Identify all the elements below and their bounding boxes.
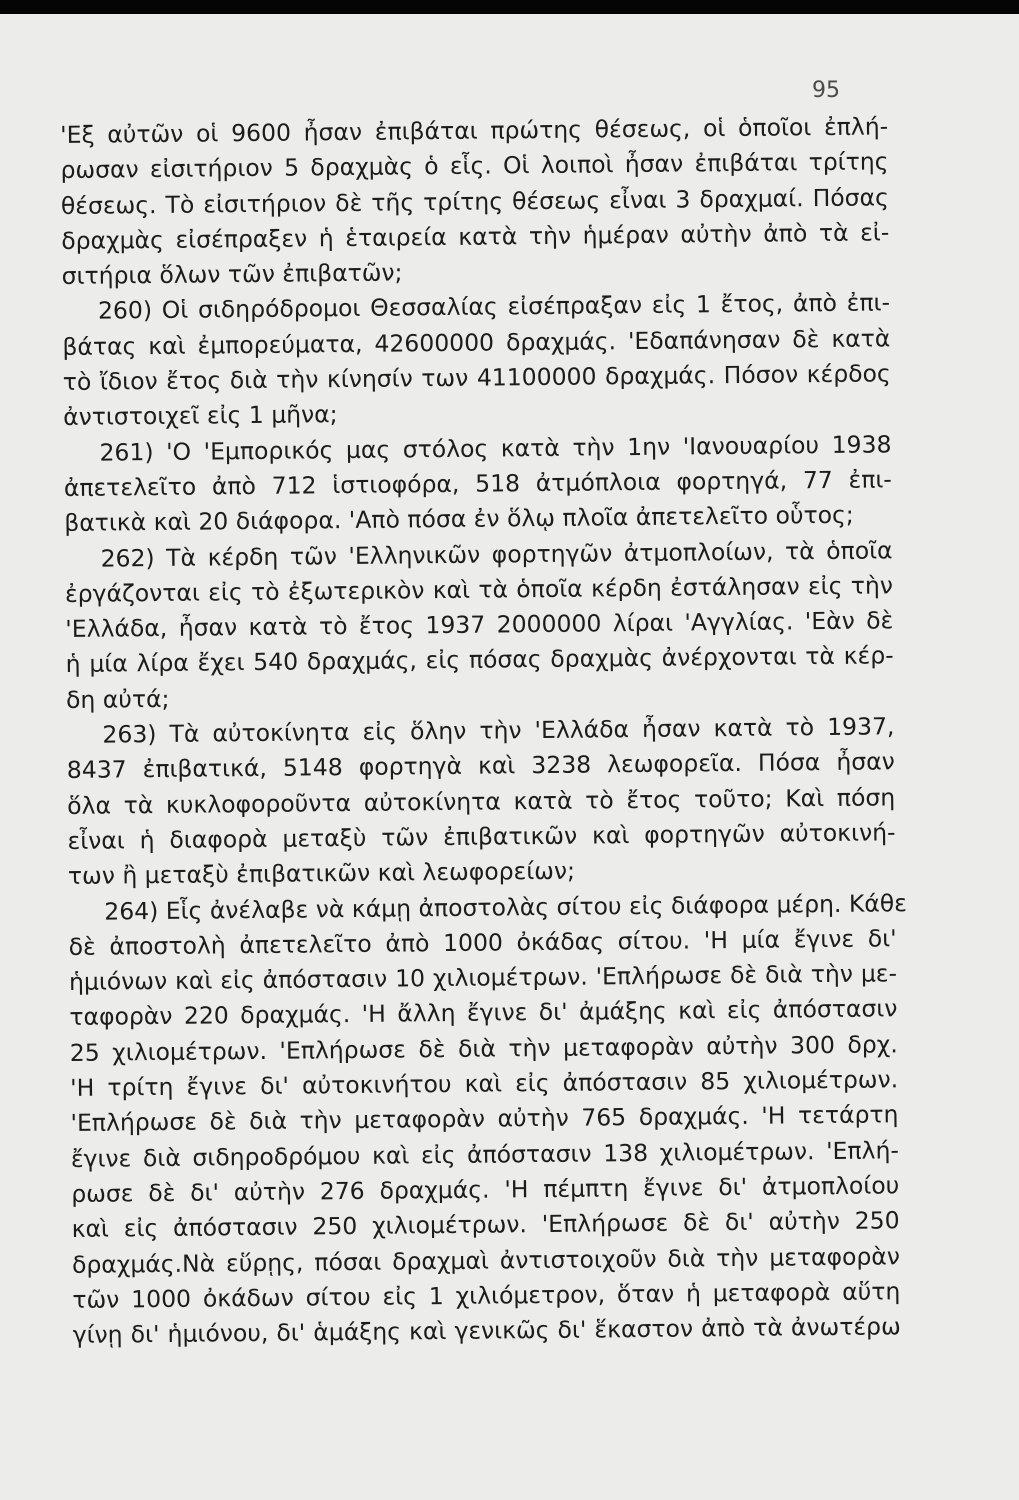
text-line: 'Εξ αὐτῶν οἱ 9600 ἦσαν ἐπιβάται πρώτης θέσεως, οἱ ὁποῖοι ἐπλή- <box>60 112 889 149</box>
text-line: ἀντιστοιχεῖ εἰς 1 μῆνα; <box>62 400 338 432</box>
text-line: ταφορὰν 220 δραχμάς. 'Η ἄλλη ἔγινε δι' ἀμάξης καὶ εἰς ἀπόστασιν <box>69 994 898 1032</box>
text-line: ἡ μία λίρα ἔχει 540 δραχμάς, εἰς πόσας δραχμὰς ἀνέρχονται τὰ κέρ- <box>65 641 894 679</box>
text-line: δραχμὰς εἰσέπραξεν ἡ ἑταιρεία κατὰ τὴν ἡμέραν αὐτὴν ἀπὸ τὰ εἰ- <box>61 218 890 255</box>
text-line: δραχμάς.Νὰ εὕρῃς, πόσαι δραχμαὶ ἀντιστοιχοῦν διὰ τὴν μεταφορὰν <box>71 1241 901 1279</box>
text-line: γίνῃ δι' ἡμιόνου, δι' ἁμάξης καὶ γενικῶς δι' ἕκαστον ἀπὸ τὰ ἀνωτέρω <box>72 1312 901 1350</box>
scan-top-edge <box>0 0 1019 14</box>
text-line: 'Ελλάδα, ἦσαν κατὰ τὸ ἔτος 1937 2000000 λίραι 'Αγγλίας. 'Εὰν δὲ <box>65 606 894 644</box>
text-line: ὅλα τὰ κυκλοφοροῦντα αὐτοκίνητα κατὰ τὸ ἔτος τοῦτο; Καὶ πόση <box>67 782 896 820</box>
problem-260-start: 260) Οἱ σιδηρόδρομοι Θεσσαλίας εἰσέπραξαν εἰς 1 ἔτος, ἀπὸ ἐπι- <box>97 288 891 326</box>
text-line: 'Η τρίτη ἔγινε δι' αὐτοκινήτου καὶ εἰς ἀπόστασιν 85 χιλιομέτρων. <box>70 1065 899 1102</box>
text-line: θέσεως. Τὸ εἰσιτήριον δὲ τῆς τρίτης θέσεως εἶναι 3 δραχμαί. Πόσας <box>60 182 890 220</box>
page-number: 95 <box>812 78 840 103</box>
text-line: ρωσαν εἰσιτήριον 5 δραχμὰς ὁ εἷς. Οἱ λοιποὶ ἦσαν ἐπιβάται τρίτης <box>60 147 889 185</box>
text-line: εἶναι ἡ διαφορὰ μεταξὺ τῶν ἐπιβατικῶν καὶ φορτηγῶν αὐτοκινή- <box>67 818 896 855</box>
text-line: 'Επλήρωσε δὲ διὰ τὴν μεταφορὰν αὐτὴν 765 δραχμάς. 'Η τετάρτη <box>70 1100 899 1138</box>
problem-261-start: 261) 'Ο 'Εμπορικός μας στόλος κατὰ τὴν 1ην 'Ιανουαρίου 1938 <box>99 429 892 467</box>
text-line: ἀπετελεῖτο ἀπὸ 712 ἱστιοφόρα, 518 ἀτμόπλοια φορτηγά, 77 ἐπι- <box>63 465 892 502</box>
text-line: τὸ ἴδιον ἔτος διὰ τὴν κίνησίν των 41100000 δραχμάς. Πόσον κέρδος <box>62 359 891 397</box>
text-line: σιτήρια ὅλων τῶν ἐπιβατῶν; <box>61 258 403 291</box>
text-line: δη αὐτά; <box>65 684 170 714</box>
problem-264-start: 264) Εἷς ἀνέλαβε νὰ κάμῃ ἀποστολὰς σίτου εἰς διάφορα μέρη. Κάθε <box>104 888 908 926</box>
text-line: ρωσε δὲ δι' αὐτὴν 276 δραχμάς. 'Η πέμπτη ἔγινε δι' ἀτμοπλοίου <box>71 1171 900 1208</box>
problem-262-start: 262) Τὰ κέρδη τῶν 'Ελληνικῶν φορτηγῶν ἀτμοπλοίων, τὰ ὁποῖα <box>100 535 893 573</box>
text-line: δὲ ἀποστολὴ ἀπετελεῖτο ἀπὸ 1000 ὀκάδας σίτου. 'Η μία ἔγινε δι' <box>68 924 897 961</box>
text-line: βατικὰ καὶ 20 διάφορα. 'Απὸ πόσα ἐν ὅλῳ πλοῖα ἀπετελεῖτο οὗτος; <box>64 500 854 538</box>
text-line: 25 χιλιομέτρων. 'Επλήρωσε δὲ διὰ τὴν μεταφορὰν αὐτὴν 300 δρχ. <box>69 1029 898 1067</box>
problem-263-start: 263) Τὰ αὐτοκίνητα εἰς ὅλην τὴν 'Ελλάδα ἦσαν κατὰ τὸ 1937, <box>102 712 895 749</box>
text-line: ἐργάζονται εἰς τὸ ἐξωτερικὸν καὶ τὰ ὁποῖα κέρδη ἐστάλησαν εἰς τὴν <box>64 571 894 608</box>
text-line: ἡμιόνων καὶ εἰς ἀπόστασιν 10 χιλιομέτρων. 'Επλήρωσε δὲ διὰ τὴν με- <box>68 959 898 997</box>
text-line: 8437 ἐπιβατικά, 5148 φορτηγὰ καὶ 3238 λεωφορεῖα. Πόσα ἦσαν <box>66 747 895 785</box>
text-line: καὶ εἰς ἀπόστασιν 250 χιλιομέτρων. 'Επλήρωσε δὲ δι' αὐτὴν 250 <box>71 1206 900 1244</box>
text-line: ἔγινε διὰ σιδηροδρόμου καὶ εἰς ἀπόστασιν 138 χιλιομέτρων. 'Επλή- <box>70 1135 899 1173</box>
text-line: βάτας καὶ ἐμπορεύματα, 42600000 δραχμάς. 'Εδαπάνησαν δὲ κατὰ <box>62 324 891 361</box>
page-text <box>60 109 908 1353</box>
text-line: τῶν 1000 ὀκάδων σίτου εἰς 1 χιλιόμετρον, ὅταν ἡ μεταφορὰ αὕτη <box>72 1277 901 1314</box>
text-line: των ἢ μεταξὺ ἐπιβατικῶν καὶ λεωφορείων; <box>67 856 576 891</box>
